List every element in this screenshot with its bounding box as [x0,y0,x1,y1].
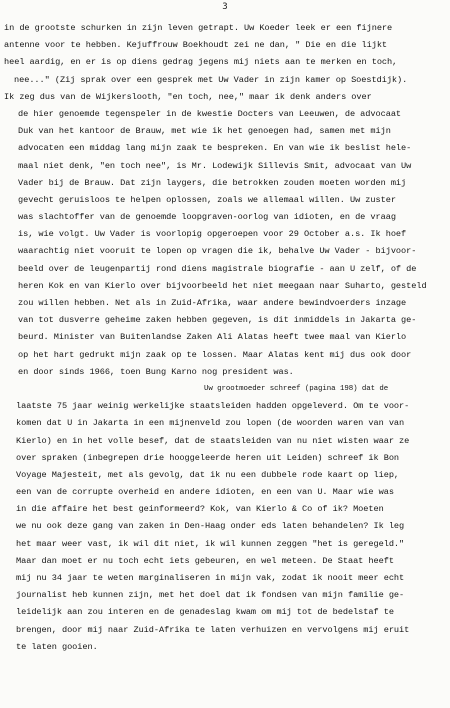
text-line: waarachtig niet vooruit te lopen op vragen die ik, behalve Uw Vader - bijvoor- [18,246,417,257]
text-line: heren Kok en van Kierlo over bijvoorbeeld het niet meegaan naar Suharto, gesteld [18,280,427,291]
text-line: journalist heb kunnen zijn, met het doel dat ik fondsen van mijn familie ge- [16,590,405,601]
text-line: komen dat U in Jakarta in een mijnenveld zou lopen (de woorden waren van van [16,418,405,429]
inserted-line: Uw grootmoeder schreef (pagina 198) dat de [204,384,389,393]
text-line: heel aardig, en er is op diens gedrag jegens mij niets aan te merken en toch, [4,57,398,68]
text-line: Duk van het kantoor de Brauw, met wie ik het genoegen had, samen met mijn [18,126,391,137]
text-line: in de grootste schurken in zijn leven getrapt. Uw Koeder leek er een fijnere [4,23,393,33]
text-line: we nu ook deze gang van zaken in Den-Haag onder eds laten behandelen? Ik leg [16,521,405,532]
text-line: Maar dan moet er nu toch echt iets gebeuren, en wel meteen. De Staat heeft [16,555,394,566]
text-line: over spraken (inbegrepen drie hooggeleerde heren uit Leiden) schreef ik Bon [16,452,400,463]
text-line: leidelijk aan zou interen en de genadeslag kwam om mij tot de bedelstaf te [16,607,394,618]
text-line: het maar weer vast, ik wil dit niet, ik wil kunnen zeggen "het is geregeld." [16,538,405,549]
letter-body [4,20,450,656]
text-line: zou willen hebben. Net als in Zuid-Afrika, waar andere bewindvoerders inzage [18,298,407,308]
text-line: en door sinds 1966, toen Bung Karno nog president was. [18,366,294,377]
text-line: antenne voor te hebben. Kejuffrouw Boekhoudt zei ne dan, " Die en die lijkt [4,40,388,51]
text-line: op het hart gedrukt mijn zaak op te lossen. Maar Alatas kent mij dus ook door [18,349,412,360]
text-line: mij nu 34 jaar te weten marginaliseren in mijn vak, zodat ik nooit meer echt [16,573,405,583]
text-line: beurd. Minister van Buitenlandse Zaken Ali Alatas heeft twee maal van Kierlo [18,332,407,343]
text-line: is, wie volgt. Uw Vader is voorlopig opgeroepen voor 29 October a.s. Ik hoef [18,229,407,240]
text-line: de hier genoemde tegenspeler in de kwestie Docters van Leeuwen, de advocaat [18,108,402,119]
text-line: gevecht geruisloos te helpen oplossen, zoals we allemaal willen. Uw zuster [18,194,396,205]
text-line: een van de corrupte overheid en andere idioten, en een van U. Maar wie was [16,487,394,498]
text-line: van tot dusverre geheime zaken hebben gegeven, is dit inmiddels in Jakarta ge- [18,315,417,326]
text-line: brengen, door mij naar Zuid-Afrika te laten verhuizen en vervolgens mij eruit [16,624,410,635]
text-line: laatste 75 jaar weinig werkelijke staatsleiden hadden opgeleverd. Om te voor- [16,401,410,412]
page-number: 3 [222,2,228,12]
text-line: advocaten een middag lang mijn zaak te bespreken. En van wie ik beslist hele- [18,143,412,154]
text-line: Vader bij de Brauw. Dat zijn laygers, die betrokken zouden moeten worden mij [18,177,407,188]
text-line: maal niet denk, "en toch nee", is Mr. Lodewijk Sillevis Smit, advocaat van Uw [18,160,412,171]
text-line: in die affaire het best geinformeerd? Kok, van Kierlo & Co of ik? Moeten [16,504,384,515]
text-line: Kierlo) en in het volle besef, dat de staatsleiden van nu niet wisten waar ze [16,435,410,446]
text-line: te laten gooien. [16,641,98,652]
text-line: Voyage Majesteit, met als gevolg, dat ik nu een dubbele rode kaart op liep, [16,469,400,480]
text-line: Ik zeg dus van de Wijkerslooth, "en toch, nee," maar ik denk anders over [4,91,372,102]
text-line: nee..." (Zij sprak over een gesprek met Uw Vader in zijn kamer op Soestdijk). [14,74,408,85]
text-line: beeld over de leugenpartij rond diens magistrale biografie - aan U zelf, of de [18,263,417,274]
text-line: was slachtoffer van de genoemde loopgraven-oorlog van idioten, en de vraag [18,212,396,223]
